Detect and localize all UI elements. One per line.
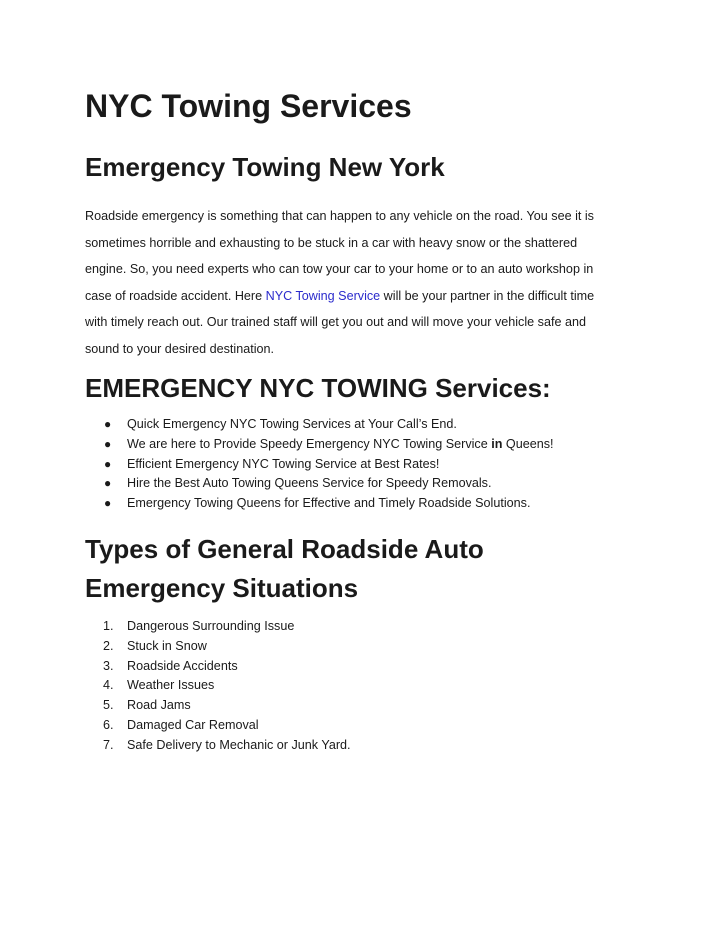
types-list <box>85 617 645 756</box>
list-number: 6. <box>103 717 114 732</box>
types-heading <box>85 530 645 608</box>
list-item <box>85 637 645 657</box>
list-item <box>85 617 645 637</box>
list-item-bold-text: in <box>491 436 503 451</box>
list-item-text: Quick Emergency NYC Towing Services at Your Call’s End. <box>127 417 457 431</box>
list-item-text: Emergency Towing Queens for Effective and Timely Roadside Solutions. <box>127 496 531 511</box>
bullet-icon: ● <box>104 476 112 491</box>
list-item <box>85 716 645 736</box>
list-item-text: Safe Delivery to Mechanic or Junk Yard. <box>127 737 351 752</box>
list-item-text: Queens! <box>502 436 554 451</box>
list-item <box>85 657 645 677</box>
types-heading-line: Types of General Roadside Auto <box>85 534 484 564</box>
bullet-icon: ● <box>104 496 112 511</box>
intro-line: sometimes horrible and exhausting to be stuck in a car with heavy snow or the shattered <box>85 235 578 250</box>
types-heading-line: Emergency Situations <box>85 573 359 603</box>
list-number: 5. <box>103 698 114 713</box>
list-item-text: Roadside Accidents <box>127 658 238 673</box>
list-item-text: Weather Issues <box>127 678 215 693</box>
services-list <box>85 415 645 514</box>
intro-paragraph <box>85 203 645 363</box>
page-subtitle: Emergency Towing New York <box>85 152 445 182</box>
list-item-text: Stuck in Snow <box>127 638 207 653</box>
intro-text: case of roadside accident. Here <box>85 288 266 303</box>
bullet-icon: ● <box>104 436 112 451</box>
list-number: 3. <box>103 658 114 673</box>
intro-line <box>85 283 645 310</box>
list-item <box>85 736 645 756</box>
list-item-text: Efficient Emergency NYC Towing Service at Best Rates! <box>127 456 440 471</box>
list-item-text: We are here to Provide Speedy Emergency NYC Towing Service <box>127 436 492 451</box>
list-number: 4. <box>103 678 114 693</box>
list-item-text: Damaged Car Removal <box>127 717 259 732</box>
list-item-text: Road Jams <box>127 698 191 713</box>
list-item <box>85 494 645 514</box>
list-number: 7. <box>103 737 114 752</box>
list-item <box>85 676 645 696</box>
bullet-icon: ● <box>104 417 112 431</box>
list-number: 1. <box>103 619 114 633</box>
intro-line: Roadside emergency is something that can happen to any vehicle on the road. You see it is <box>85 209 594 223</box>
list-item <box>85 435 645 455</box>
intro-line: engine. So, you need experts who can tow your car to your home or to an auto workshop in <box>85 262 594 277</box>
list-item <box>85 696 645 716</box>
intro-line: sound to your desired destination. <box>85 341 275 356</box>
list-item-text: Hire the Best Auto Towing Queens Service for Speedy Removals. <box>127 476 492 491</box>
services-heading: EMERGENCY NYC TOWING Services: <box>85 373 551 403</box>
list-item <box>85 455 645 475</box>
list-item-text: Dangerous Surrounding Issue <box>127 619 295 633</box>
bullet-icon: ● <box>104 456 112 471</box>
list-number: 2. <box>103 638 114 653</box>
list-item <box>85 474 645 494</box>
intro-text: will be your partner in the difficult time <box>380 288 595 303</box>
page-title: NYC Towing Services <box>85 88 412 124</box>
nyc-towing-service-link[interactable]: NYC Towing Service <box>265 288 381 303</box>
list-item <box>85 415 645 435</box>
intro-line: with timely reach out. Our trained staff will get you out and will move your vehicle safe and <box>85 315 586 330</box>
